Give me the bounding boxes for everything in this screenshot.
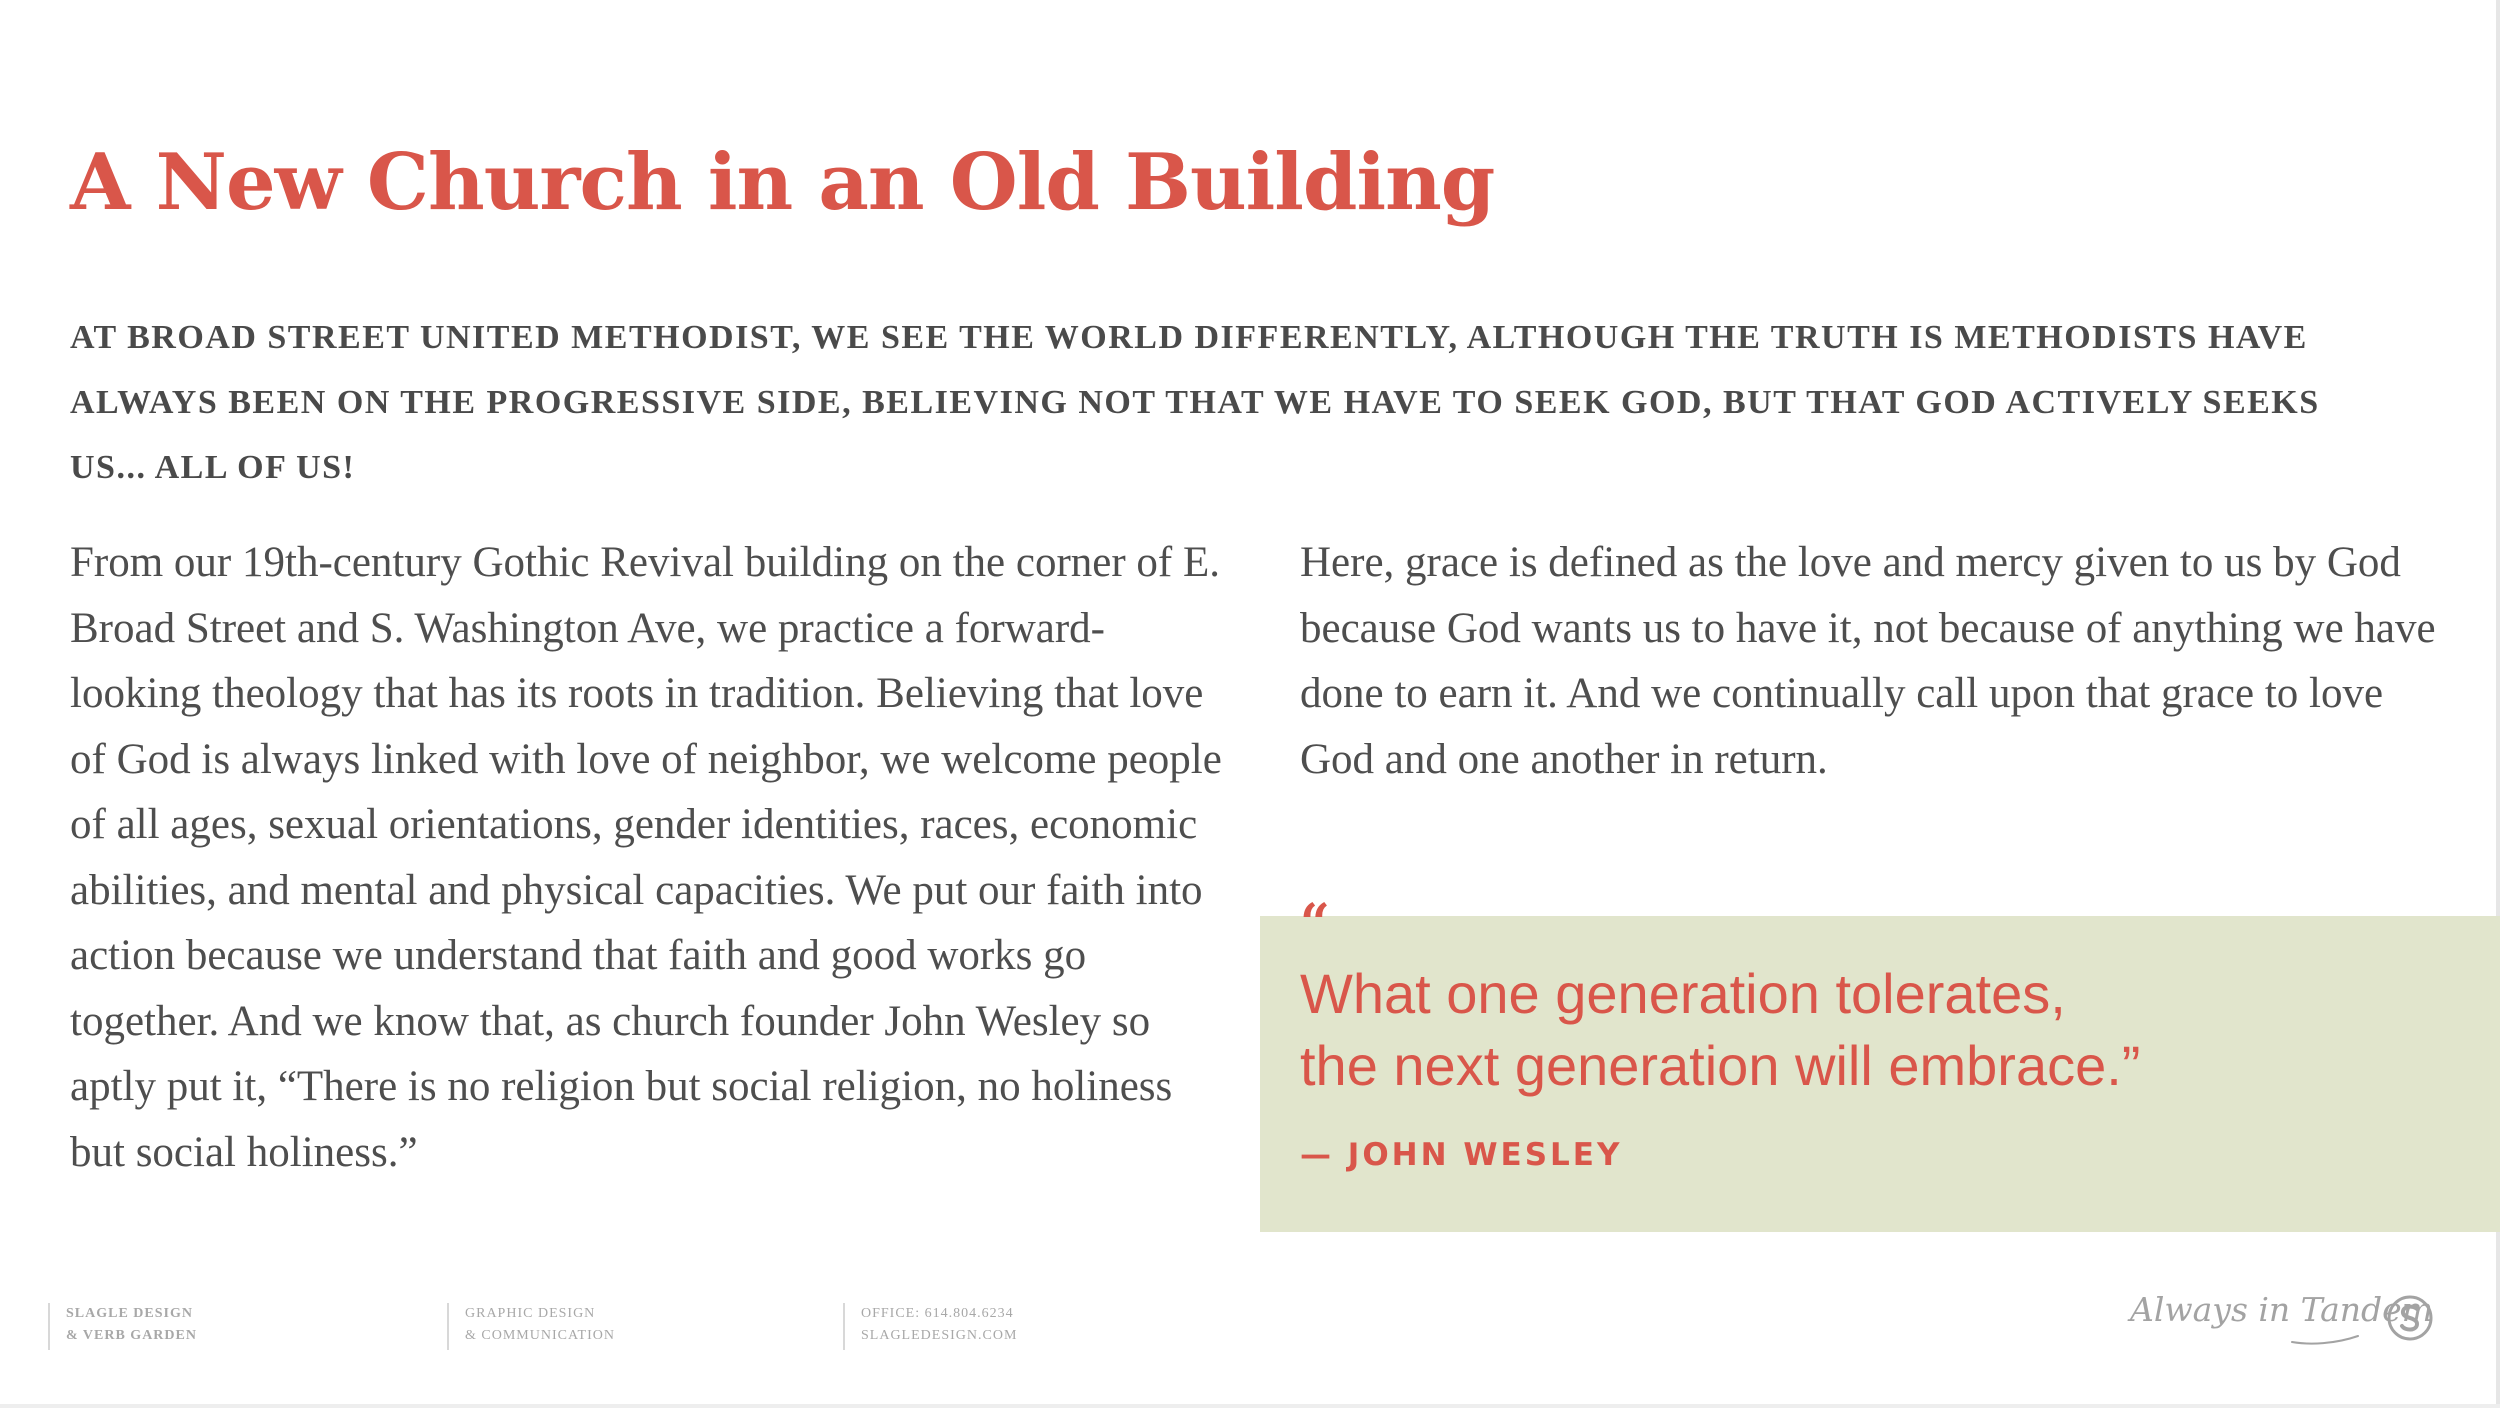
footer-contact <box>843 1303 1017 1350</box>
footer-company <box>48 1303 197 1350</box>
bottom-edge-rule <box>0 1404 2500 1408</box>
page-title: A New Church in an Old Building <box>70 137 1495 228</box>
tagline-swash-icon <box>2290 1333 2360 1345</box>
footer-services <box>447 1303 615 1350</box>
footer-company-line-1: SLAGLE DESIGN <box>66 1306 193 1321</box>
quote-mark-icon: “ <box>1300 893 1330 954</box>
s-monogram-icon <box>2386 1294 2434 1342</box>
pull-quote <box>1300 958 2450 1102</box>
intro-statement: AT BROAD STREET UNITED METHODIST, WE SEE THE WORLD DIFFERENTLY, ALTHOUGH THE TRUTH IS METHODISTS HAVE ALWAYS BEEN ON THE PROGRESSIVE SIDE, BELIEVING NOT THAT WE HAVE TO SEEK GOD, BUT THAT GOD ACTIVELY SEEKS US... ALL OF US! <box>70 319 2320 486</box>
footer-services-line-1: GRAPHIC DESIGN <box>465 1306 596 1321</box>
footer-contact-phone: OFFICE: 614.804.6234 <box>861 1306 1014 1321</box>
quote-attribution: — JOHN WESLEY <box>1300 1137 1623 1173</box>
left-column-paragraph: From our 19th-century Gothic Revival building on the corner of E. Broad Street and S. Washington Ave, we practice a forward-looking theology that has its roots in tradition. Believing that love of God is always linked with love of neighbor, we welcome people of all ages, sexual orientations, gender identities, races, economic abilities, and mental and physical capacities. We put our faith into action because we understand that faith and good works go together. And we know that, as church founder John Wesley so aptly put it, “There is no religion but social religion, no holiness but social holiness.” <box>70 539 1222 1176</box>
right-column-paragraph: Here, grace is defined as the love and mercy given to us by God because God wants us to have it, not because of anything we have done to earn it. And we continually call upon that grace to love God and one another in return. <box>1300 539 2436 783</box>
pull-quote-line-2: the next generation will embrace.” <box>1300 1034 2141 1097</box>
footer-contact-website: SLAGLEDESIGN.COM <box>861 1328 1018 1343</box>
footer-company-line-2: & VERB GARDEN <box>66 1328 197 1343</box>
pull-quote-line-1: What one generation tolerates, <box>1300 962 2066 1025</box>
footer-services-line-2: & COMMUNICATION <box>465 1328 615 1343</box>
footer-tagline: Always in Tandem <box>2130 1290 2433 1329</box>
